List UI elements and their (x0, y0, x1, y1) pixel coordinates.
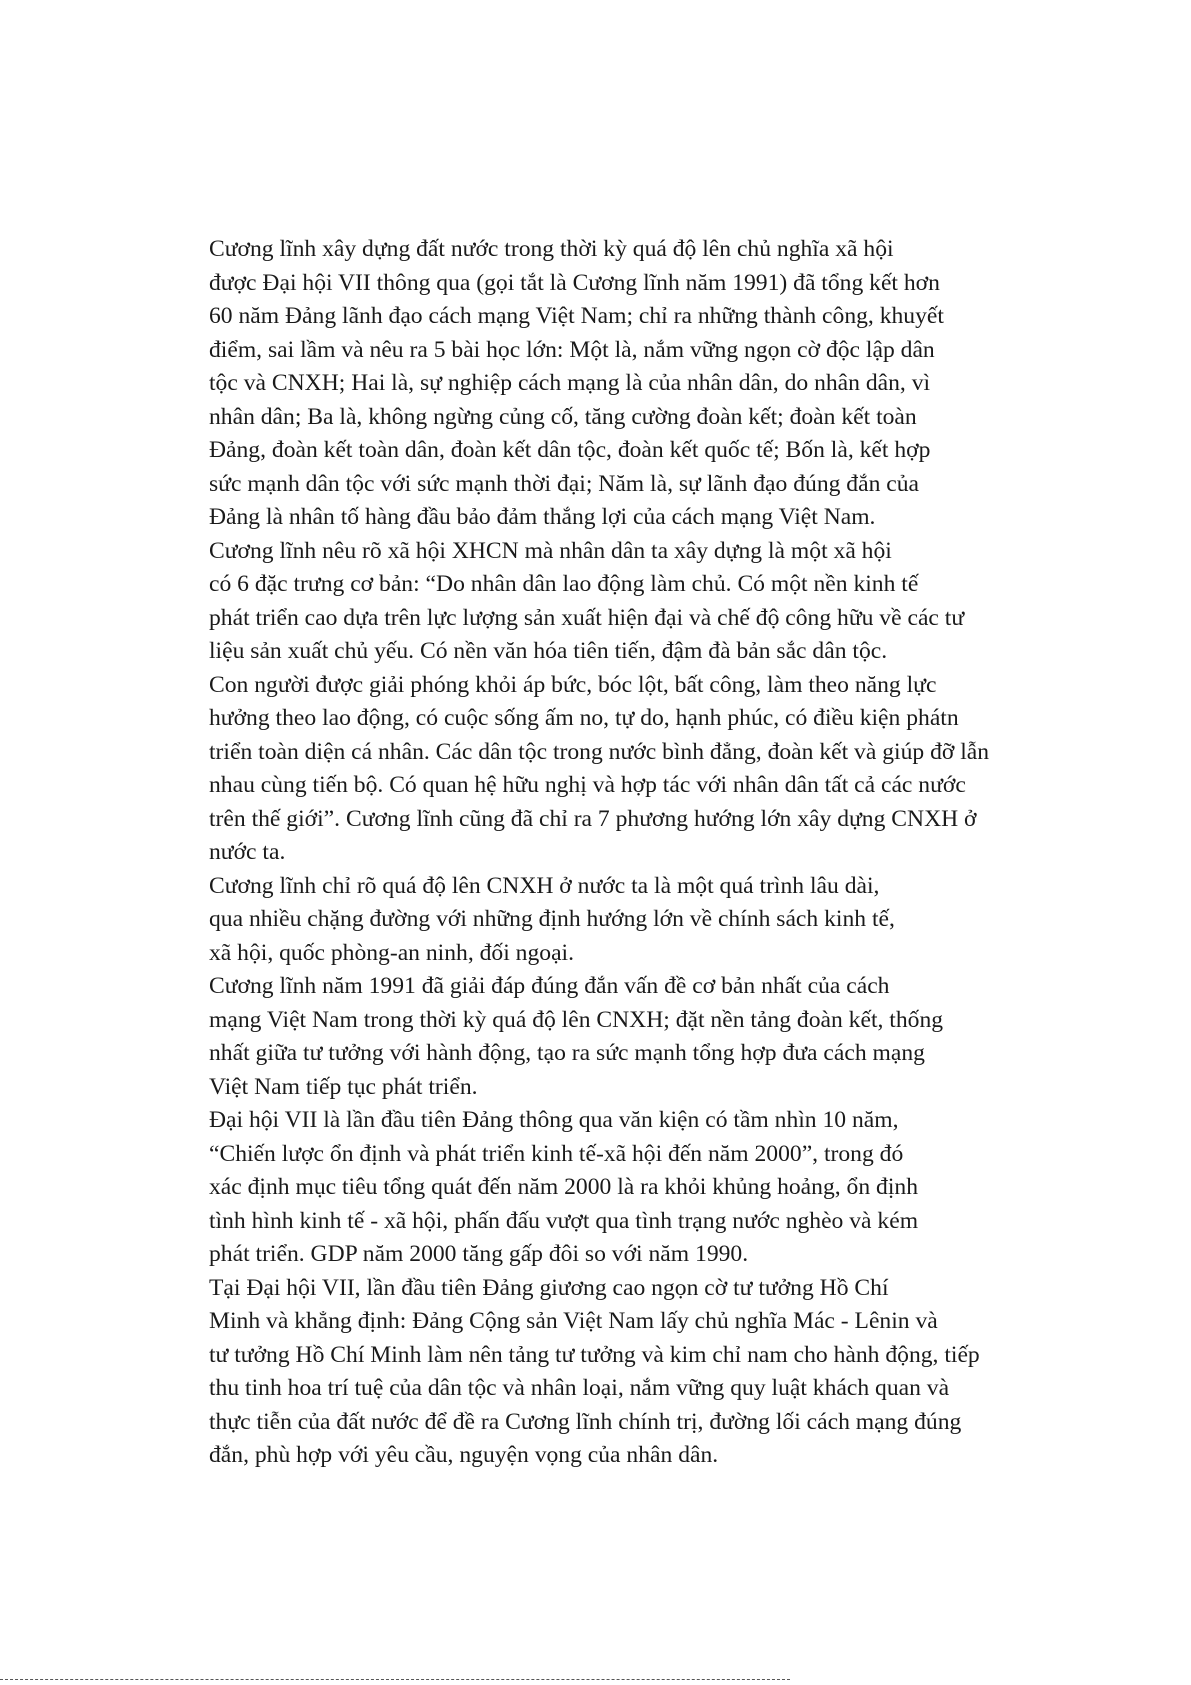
text-line: đắn, phù hợp với yêu cầu, nguyện vọng của nhân dân. (209, 1442, 719, 1468)
text-line: nhân dân; Ba là, không ngừng củng cố, tăng cường đoàn kết; đoàn kết toàn (209, 403, 917, 430)
text-line: Minh và khẳng định: Đảng Cộng sản Việt Nam lấy chủ nghĩa Mác - Lênin và (209, 1308, 938, 1334)
text-line: tình hình kinh tế - xã hội, phấn đấu vượt qua tình trạng nước nghèo và kém (209, 1207, 919, 1234)
text-line: Cương lĩnh xây dựng đất nước trong thời kỳ quá độ lên chủ nghĩa xã hội (209, 236, 894, 262)
text-line: trên thế giới”. Cương lĩnh cũng đã chỉ ra 7 phương hướng lớn xây dựng CNXH ở (209, 805, 977, 832)
text-line: Đại hội VII là lần đầu tiên Đảng thông qua văn kiện có tầm nhìn 10 năm, (209, 1107, 899, 1133)
text-line: Việt Nam tiếp tục phát triển. (209, 1073, 478, 1100)
text-line: phát triển cao dựa trên lực lượng sản xuất hiện đại và chế độ công hữu về các tư (209, 604, 965, 631)
text-line: thu tinh hoa trí tuệ của dân tộc và nhân loại, nắm vững quy luật khách quan và (209, 1375, 950, 1401)
text-line: nước ta. (209, 839, 286, 865)
text-line: Cương lĩnh chỉ rõ quá độ lên CNXH ở nước ta là một quá trình lâu dài, (209, 872, 880, 899)
text-line: Cương lĩnh năm 1991 đã giải đáp đúng đắn vấn đề cơ bản nhất của cách (209, 973, 890, 999)
text-line: Cương lĩnh nêu rõ xã hội XHCN mà nhân dân ta xây dựng là một xã hội (209, 537, 892, 564)
text-line: phát triển. GDP năm 2000 tăng gấp đôi so với năm 1990. (209, 1241, 749, 1267)
document-body (209, 233, 1109, 1473)
text-line: hưởng theo lao động, có cuộc sống ấm no, tự do, hạnh phúc, có điều kiện phátn (209, 705, 959, 731)
text-line: nhất giữa tư tưởng với hành động, tạo ra sức mạnh tổng hợp đưa cách mạng (209, 1040, 925, 1066)
text-line: thực tiễn của đất nước để đề ra Cương lĩnh chính trị, đường lối cách mạng đúng (209, 1408, 962, 1435)
text-line: triển toàn diện cá nhân. Các dân tộc trong nước bình đẳng, đoàn kết và giúp đỡ lẫn (209, 738, 990, 765)
paragraph-strategy-2000 (209, 1104, 1109, 1272)
text-line: xác định mục tiêu tổng quát đến năm 2000 là ra khỏi khủng hoảng, ổn định (209, 1174, 918, 1200)
paragraph-program-1991-significance (209, 970, 1109, 1104)
text-line: sức mạnh dân tộc với sức mạnh thời đại; Năm là, sự lãnh đạo đúng đắn của (209, 470, 920, 497)
text-line: Tại Đại hội VII, lần đầu tiên Đảng giương cao ngọn cờ tư tưởng Hồ Chí (209, 1274, 889, 1301)
text-line: liệu sản xuất chủ yếu. Có nền văn hóa tiên tiến, đậm đà bản sắc dân tộc. (209, 638, 888, 664)
text-line: điểm, sai lầm và nêu ra 5 bài học lớn: Một là, nắm vững ngọn cờ độc lập dân (209, 336, 935, 363)
text-line: tư tưởng Hồ Chí Minh làm nên tảng tư tưởng và kim chỉ nam cho hành động, tiếp (209, 1341, 980, 1368)
paragraph-socialist-features (209, 535, 1109, 870)
page-bottom-divider (0, 1679, 790, 1680)
text-line: được Đại hội VII thông qua (gọi tắt là Cương lĩnh năm 1991) đã tổng kết hơn (209, 269, 940, 296)
text-line: Đảng, đoàn kết toàn dân, đoàn kết dân tộc, đoàn kết quốc tế; Bốn là, kết hợp (209, 437, 931, 463)
text-line: qua nhiều chặng đường với những định hướng lớn về chính sách kinh tế, (209, 906, 895, 932)
text-line: “Chiến lược ổn định và phát triển kinh tế-xã hội đến năm 2000”, trong đó (209, 1140, 904, 1167)
text-line: tộc và CNXH; Hai là, sự nghiệp cách mạng là của nhân dân, do nhân dân, vì (209, 370, 931, 396)
paragraph-ho-chi-minh-thought (209, 1272, 1109, 1473)
text-line: 60 năm Đảng lãnh đạo cách mạng Việt Nam; chỉ ra những thành công, khuyết (209, 303, 944, 329)
text-line: có 6 đặc trưng cơ bản: “Do nhân dân lao động làm chủ. Có một nền kinh tế (209, 571, 919, 597)
text-line: Đảng là nhân tố hàng đầu bảo đảm thắng lợi của cách mạng Việt Nam. (209, 504, 876, 530)
text-line: nhau cùng tiến bộ. Có quan hệ hữu nghị và hợp tác với nhân dân tất cả các nước (209, 772, 966, 798)
paragraph-program-summary (209, 233, 1109, 535)
text-line: mạng Việt Nam trong thời kỳ quá độ lên CNXH; đặt nền tảng đoàn kết, thống (209, 1006, 944, 1033)
paragraph-transition-process (209, 870, 1109, 971)
text-line: xã hội, quốc phòng-an ninh, đối ngoại. (209, 939, 574, 966)
text-line: Con người được giải phóng khỏi áp bức, bóc lột, bất công, làm theo năng lực (209, 671, 937, 698)
